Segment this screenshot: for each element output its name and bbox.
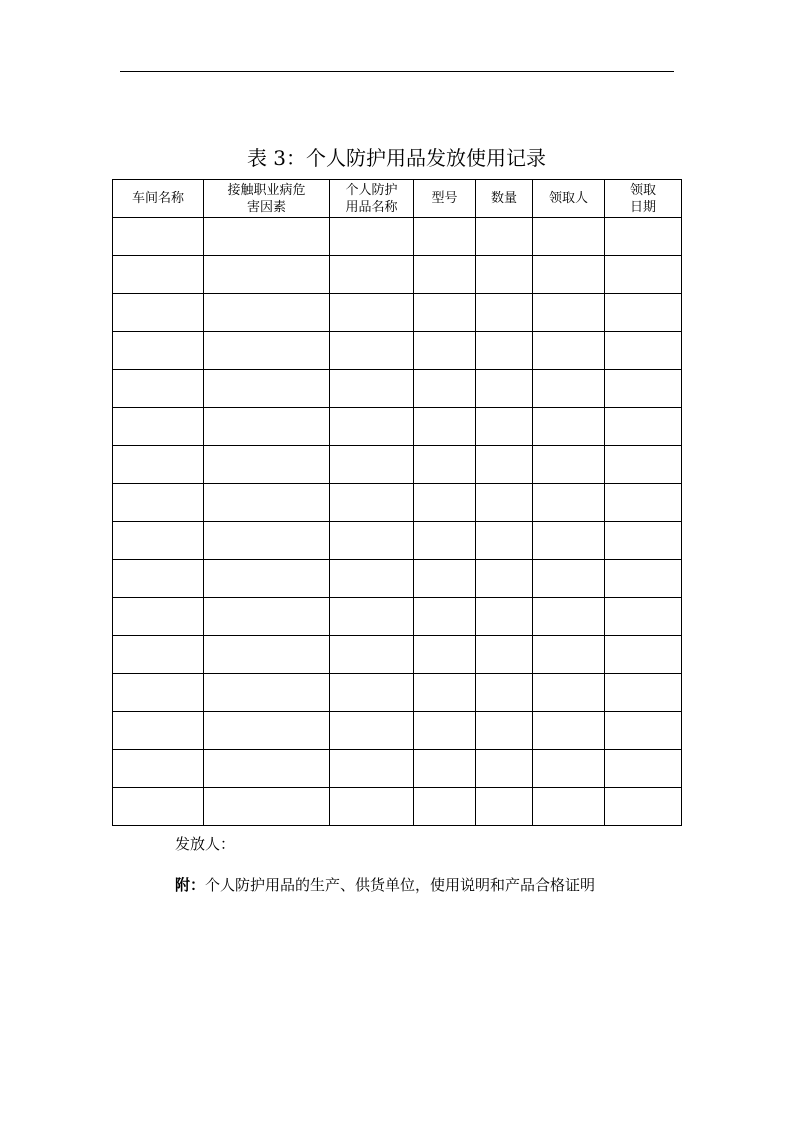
table-cell[interactable] [113, 598, 204, 636]
table-row [113, 370, 682, 408]
table-cell[interactable] [605, 332, 682, 370]
table-cell[interactable] [476, 408, 533, 446]
table-cell[interactable] [414, 560, 476, 598]
appendix-text: 个人防护用品的生产、供货单位，使用说明和产品合格证明 [205, 876, 596, 894]
table-cell[interactable] [414, 598, 476, 636]
table-cell[interactable] [204, 294, 330, 332]
table-cell[interactable] [330, 408, 414, 446]
table-cell[interactable] [605, 218, 682, 256]
table-cell[interactable] [204, 750, 330, 788]
table-cell[interactable] [414, 408, 476, 446]
table-cell[interactable] [605, 370, 682, 408]
table-cell[interactable] [605, 294, 682, 332]
column-header [605, 180, 682, 218]
table-cell[interactable] [533, 712, 605, 750]
table-cell[interactable] [605, 712, 682, 750]
table-row [113, 218, 682, 256]
table-cell[interactable] [330, 560, 414, 598]
appendix-prefix: 附： [175, 876, 206, 894]
header-rule [120, 71, 674, 72]
table-cell[interactable] [113, 294, 204, 332]
table-row [113, 522, 682, 560]
table-cell[interactable] [605, 256, 682, 294]
table-row [113, 294, 682, 332]
table-cell[interactable] [414, 294, 476, 332]
table-cell[interactable] [330, 256, 414, 294]
table-cell[interactable] [414, 446, 476, 484]
column-header [330, 180, 414, 218]
table-cell[interactable] [204, 788, 330, 826]
table-cell[interactable] [533, 294, 605, 332]
table-cell[interactable] [330, 788, 414, 826]
table-row [113, 750, 682, 788]
table-cell[interactable] [204, 446, 330, 484]
table-cell[interactable] [204, 522, 330, 560]
table-cell[interactable] [113, 218, 204, 256]
table-cell[interactable] [204, 218, 330, 256]
column-header [476, 180, 533, 218]
table-cell[interactable] [414, 522, 476, 560]
table-cell[interactable] [476, 750, 533, 788]
table-cell[interactable] [533, 332, 605, 370]
table-cell[interactable] [113, 256, 204, 294]
table-cell[interactable] [605, 636, 682, 674]
table-cell[interactable] [414, 636, 476, 674]
table-cell[interactable] [476, 636, 533, 674]
table-cell[interactable] [113, 560, 204, 598]
column-header [414, 180, 476, 218]
table-cell[interactable] [330, 484, 414, 522]
column-header [533, 180, 605, 218]
column-header-line: 领取人 [548, 191, 588, 206]
table-cell[interactable] [330, 218, 414, 256]
table-cell[interactable] [533, 598, 605, 636]
table-cell[interactable] [605, 788, 682, 826]
table-cell[interactable] [414, 674, 476, 712]
table-cell[interactable] [476, 522, 533, 560]
table-cell[interactable] [113, 788, 204, 826]
column-header-line: 数量 [490, 191, 517, 206]
table-cell[interactable] [533, 218, 605, 256]
table-cell[interactable] [330, 332, 414, 370]
table-cell[interactable] [113, 484, 204, 522]
table-cell[interactable] [533, 636, 605, 674]
table-cell[interactable] [533, 750, 605, 788]
column-header-line: 日期 [629, 199, 656, 215]
table-cell[interactable] [414, 712, 476, 750]
table-cell[interactable] [330, 446, 414, 484]
table-cell[interactable] [533, 256, 605, 294]
table-cell[interactable] [414, 788, 476, 826]
table-cell[interactable] [476, 332, 533, 370]
table-cell[interactable] [330, 674, 414, 712]
table-row [113, 636, 682, 674]
table-cell[interactable] [204, 598, 330, 636]
table-cell[interactable] [330, 294, 414, 332]
table-cell[interactable] [204, 712, 330, 750]
table-cell[interactable] [414, 370, 476, 408]
table-cell[interactable] [476, 484, 533, 522]
table-cell[interactable] [204, 332, 330, 370]
table-cell[interactable] [414, 256, 476, 294]
table-cell[interactable] [605, 750, 682, 788]
table-cell[interactable] [330, 522, 414, 560]
column-header [113, 180, 204, 218]
table-cell[interactable] [113, 370, 204, 408]
table-cell[interactable] [476, 674, 533, 712]
table-cell[interactable] [113, 522, 204, 560]
table-cell[interactable] [330, 636, 414, 674]
table-cell[interactable] [533, 522, 605, 560]
column-header-line: 领取 [629, 182, 656, 198]
table-cell[interactable] [533, 674, 605, 712]
table-cell[interactable] [204, 370, 330, 408]
table-row [113, 256, 682, 294]
table-cell[interactable] [204, 674, 330, 712]
table-cell[interactable] [330, 370, 414, 408]
table-cell[interactable] [204, 408, 330, 446]
column-header-line: 车间名称 [131, 191, 184, 206]
table-cell[interactable] [533, 788, 605, 826]
ppe-record-table [112, 179, 682, 826]
table-cell[interactable] [476, 256, 533, 294]
table-cell[interactable] [476, 712, 533, 750]
table-cell[interactable] [113, 636, 204, 674]
page-title: 表 3：个人防护用品发放使用记录 [246, 146, 547, 170]
column-header-line: 型号 [431, 191, 458, 206]
table-row [113, 788, 682, 826]
table-cell[interactable] [533, 560, 605, 598]
table-cell[interactable] [113, 408, 204, 446]
table-cell[interactable] [476, 598, 533, 636]
table-cell[interactable] [414, 750, 476, 788]
table-cell[interactable] [533, 484, 605, 522]
table-cell[interactable] [476, 788, 533, 826]
table-cell[interactable] [113, 712, 204, 750]
table-cell[interactable] [605, 484, 682, 522]
column-header-line: 害因素 [246, 199, 286, 215]
table-row [113, 408, 682, 446]
table-cell[interactable] [204, 560, 330, 598]
table-cell[interactable] [533, 446, 605, 484]
table-row [113, 332, 682, 370]
table-cell[interactable] [414, 484, 476, 522]
table-cell[interactable] [113, 674, 204, 712]
table-cell[interactable] [476, 560, 533, 598]
column-header-line: 接触职业病危 [227, 182, 306, 198]
table-cell[interactable] [330, 750, 414, 788]
column-header [204, 180, 330, 218]
table-cell[interactable] [113, 750, 204, 788]
table-cell[interactable] [605, 446, 682, 484]
table-row [113, 598, 682, 636]
table-cell[interactable] [113, 332, 204, 370]
table-row [113, 712, 682, 750]
table-cell[interactable] [605, 598, 682, 636]
table-cell[interactable] [476, 218, 533, 256]
table-cell[interactable] [476, 446, 533, 484]
table-cell[interactable] [414, 218, 476, 256]
table-cell[interactable] [605, 522, 682, 560]
table-cell[interactable] [204, 256, 330, 294]
table-cell[interactable] [605, 674, 682, 712]
appendix-note [175, 874, 595, 896]
table-cell[interactable] [605, 408, 682, 446]
table-cell[interactable] [533, 408, 605, 446]
table-cell[interactable] [476, 294, 533, 332]
table-cell[interactable] [414, 332, 476, 370]
table-header-row [113, 180, 682, 218]
table-cell[interactable] [533, 370, 605, 408]
table-cell[interactable] [204, 484, 330, 522]
table-row [113, 560, 682, 598]
table-row [113, 674, 682, 712]
table-cell[interactable] [113, 446, 204, 484]
table-cell[interactable] [204, 636, 330, 674]
table-cell[interactable] [330, 712, 414, 750]
column-header-line: 用品名称 [345, 199, 398, 215]
table-cell[interactable] [605, 560, 682, 598]
table-row [113, 446, 682, 484]
table-row [113, 484, 682, 522]
issuer-label: 发放人： [175, 835, 236, 853]
table-cell[interactable] [330, 598, 414, 636]
table-cell[interactable] [476, 370, 533, 408]
column-header-line: 个人防护 [345, 182, 398, 198]
